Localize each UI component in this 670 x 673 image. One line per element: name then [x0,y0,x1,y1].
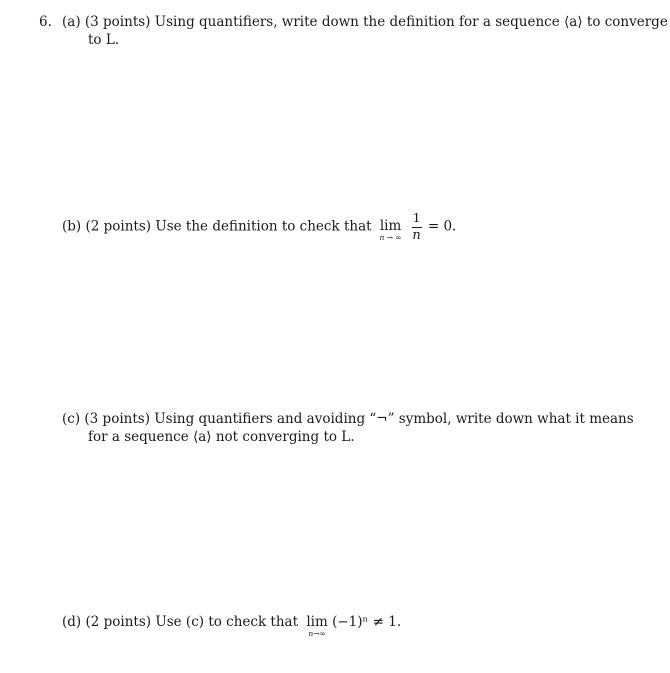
part-b-fraction [412,212,422,242]
part-a-text-line1: Using quantifiers, write down the definition for a sequence ⟨a⟩ to converge [154,14,668,30]
part-b-lim-word: lim [379,218,402,235]
part-d-text: Use (c) to check that [155,614,299,630]
part-a-points: (3 points) [84,14,151,30]
part-b-text: Use the definition to check that [155,218,372,235]
part-c-line2 [88,429,355,445]
part-c-label: (c) [62,411,81,427]
part-d-label: (d) [62,614,82,630]
part-c-line1 [62,411,634,427]
part-d-lim-subscript: n→∞ [308,629,326,638]
part-b-result: = 0. [427,218,457,235]
part-a-line2 [88,32,119,48]
problem-number: 6. [39,14,52,30]
part-d-points: (2 points) [85,614,152,630]
part-b-denominator: n [412,227,421,243]
part-b-limit [379,218,402,243]
part-b-label: (b) [62,218,82,235]
part-b-numerator: 1 [412,210,421,225]
part-a-label: (a) [62,14,81,30]
part-b-points: (2 points) [85,218,152,235]
part-d-expression: (−1)ⁿ ≠ 1. [332,614,402,630]
part-a-text-line2: to L. [88,32,120,48]
part-b-lim-subscript: n → ∞ [379,233,402,243]
part-a-line1 [62,14,668,30]
part-d-lim-word: lim [306,614,328,630]
part-d [62,614,402,638]
part-c-text-line2: for a sequence ⟨a⟩ not converging to L. [88,429,355,445]
part-c-points: (3 points) [84,411,150,427]
part-b [62,212,456,242]
part-c-text-line1: Using quantifiers and avoiding “¬” symbol, write down what it means [154,411,634,427]
part-d-limit [306,614,328,638]
